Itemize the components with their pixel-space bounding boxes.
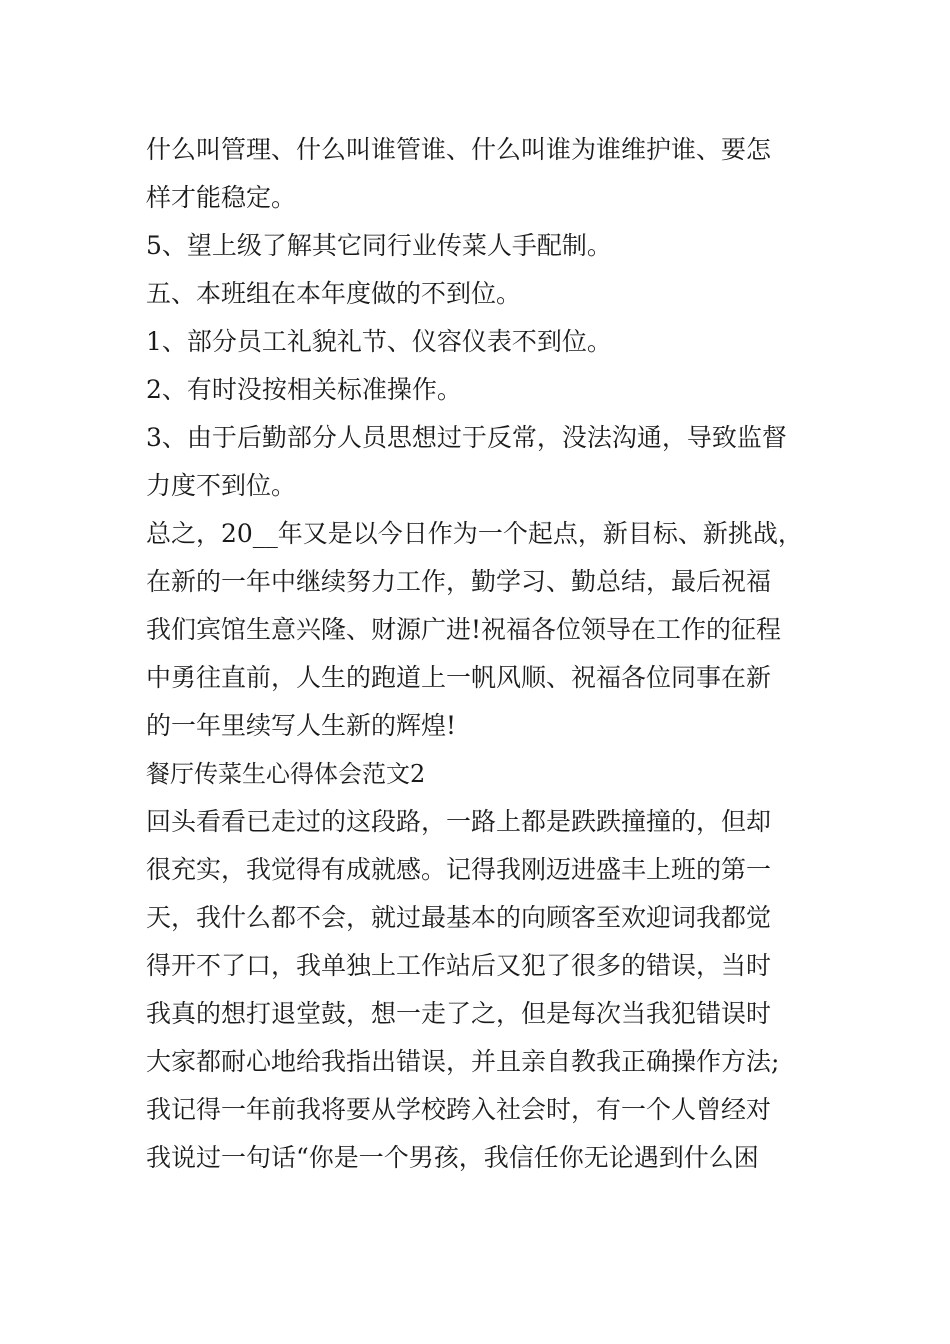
document-body [146,126,826,1182]
text-line: 我们宾馆生意兴隆、财源广进!祝福各位领导在工作的征程 [146,615,782,644]
text-line: 我记得一年前我将要从学校跨入社会时，有一个人曾经对 [146,1095,772,1124]
section-heading: 餐厅传菜生心得体会范文2 [146,760,426,788]
text-line: 大家都耐心地给我指出错误，并且亲自教我正确操作方法; [146,1047,780,1076]
text-line: 天，我什么都不会，就过最基本的向顾客至欢迎词我都觉 [146,903,772,932]
text-line: 五、本班组在本年度做的不到位。 [146,279,522,308]
text-line: 样才能稳定。 [146,183,297,212]
text-line: 得开不了口，我单独上工作站后又犯了很多的错误，当时 [146,951,772,980]
text-line: 什么叫管理、什么叫谁管谁、什么叫谁为谁维护谁、要怎 [146,135,772,164]
text-line: 1、部分员工礼貌礼节、仪容仪表不到位。 [146,327,612,356]
text-line: 中勇往直前，人生的跑道上一帆风顺、祝福各位同事在新 [146,663,772,692]
text-line: 力度不到位。 [146,471,297,500]
text-line: 5、望上级了解其它同行业传菜人手配制。 [146,231,612,260]
text-line: 很充实，我觉得有成就感。记得我刚迈进盛丰上班的第一 [146,855,772,884]
text-line: 我说过一句话“你是一个男孩，我信任你无论遇到什么困 [146,1143,759,1172]
text-line: 总之，20__年又是以今日作为一个起点，新目标、新挑战， [146,519,803,548]
text-line: 在新的一年中继续努力工作，勤学习、勤总结，最后祝福 [146,567,772,596]
text-line: 回头看看已走过的这段路，一路上都是跌跌撞撞的，但却 [146,807,772,836]
text-line: 的一年里续写人生新的辉煌! [146,711,457,740]
text-line: 2、有时没按相关标准操作。 [146,375,462,404]
text-line: 3、由于后勤部分人员思想过于反常，没法沟通，导致监督 [146,423,787,452]
text-line: 我真的想打退堂鼓，想一走了之，但是每次当我犯错误时 [146,999,772,1028]
